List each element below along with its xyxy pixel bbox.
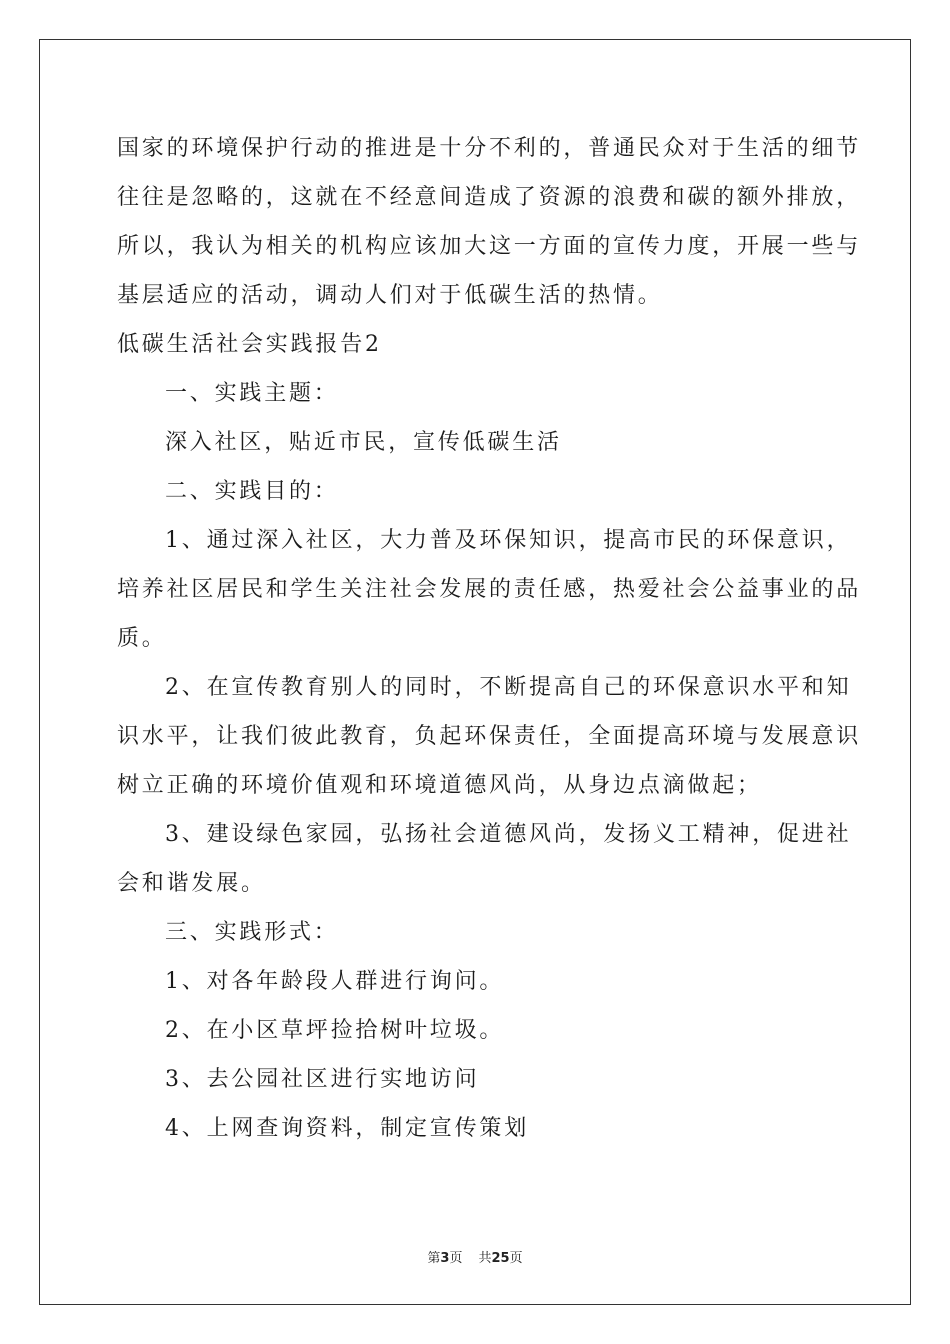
paragraph-line: 树立正确的环境价值观和环境道德风尚，从身边点滴做起； bbox=[117, 773, 762, 798]
paragraph-line: 3、建设绿色家园，弘扬社会道德风尚，发扬义工精神，促进社 bbox=[165, 822, 852, 847]
list-item: 3、去公园社区进行实地访问 bbox=[165, 1067, 480, 1092]
list-item: 1、对各年龄段人群进行询问。 bbox=[165, 969, 505, 994]
page-footer bbox=[0, 1247, 950, 1266]
footer-total-prefix: 共 bbox=[478, 1251, 492, 1266]
paragraph-line: 往往是忽略的，这就在不经意间造成了资源的浪费和碳的额外排放， bbox=[117, 185, 862, 210]
page-number: 3 bbox=[440, 1251, 450, 1266]
paragraph-line: 会和谐发展。 bbox=[117, 871, 266, 896]
paragraph-line: 1、通过深入社区，大力普及环保知识，提高市民的环保意识， bbox=[165, 528, 852, 553]
section-title: 低碳生活社会实践报告2 bbox=[117, 332, 382, 357]
heading-theme: 一、实践主题： bbox=[165, 381, 339, 406]
paragraph-line: 深入社区，贴近市民，宣传低碳生活 bbox=[165, 430, 562, 455]
paragraph-line: 所以，我认为相关的机构应该加大这一方面的宣传力度，开展一些与 bbox=[117, 234, 862, 259]
paragraph-line: 识水平，让我们彼此教育，负起环保责任，全面提高环境与发展意识 bbox=[117, 724, 862, 749]
list-item: 2、在小区草坪捡拾树叶垃圾。 bbox=[165, 1018, 505, 1043]
list-item: 4、上网查询资料，制定宣传策划 bbox=[165, 1116, 529, 1141]
paragraph-line: 培养社区居民和学生关注社会发展的责任感，热爱社会公益事业的品 bbox=[117, 577, 862, 602]
heading-form: 三、实践形式： bbox=[165, 920, 339, 945]
paragraph-line: 2、在宣传教育别人的同时，不断提高自己的环保意识水平和知 bbox=[165, 675, 852, 700]
paragraph-line: 国家的环境保护行动的推进是十分不利的，普通民众对于生活的细节 bbox=[117, 136, 862, 161]
footer-prefix: 第 bbox=[427, 1251, 441, 1266]
paragraph-line: 质。 bbox=[117, 626, 167, 651]
footer-total-suffix: 页 bbox=[509, 1251, 523, 1266]
paragraph-line: 基层适应的活动，调动人们对于低碳生活的热情。 bbox=[117, 283, 663, 308]
footer-page-suffix: 页 bbox=[449, 1251, 463, 1266]
heading-purpose: 二、实践目的： bbox=[165, 479, 339, 504]
total-pages: 25 bbox=[491, 1251, 510, 1266]
document-body bbox=[117, 124, 862, 1153]
